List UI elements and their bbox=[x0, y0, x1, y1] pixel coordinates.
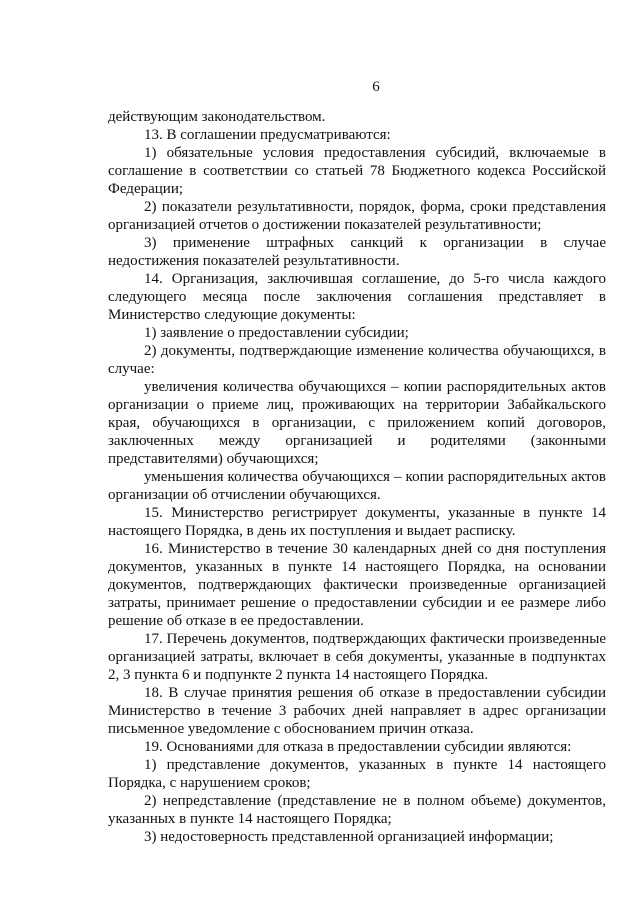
paragraph-item-19-1: 1) представление документов, указанных в пункте 14 настоящего Порядка, с нарушением сроков; bbox=[108, 757, 606, 791]
paragraph-item-19: 19. Основаниями для отказа в предоставлении субсидии являются: bbox=[144, 739, 572, 755]
page-number: 6 bbox=[372, 79, 380, 95]
paragraph-item-13-1: 1) обязательные условия предоставления субсидий, включаемые в соглашение в соответствии со статьей 78 Бюджетного кодекса Российской Федерации; bbox=[108, 145, 606, 197]
paragraph-item-14-1: 1) заявление о предоставлении субсидии; bbox=[144, 325, 409, 341]
paragraph-item-19-3: 3) недостоверность представленной организацией информации; bbox=[144, 829, 554, 845]
paragraph-item-14-2: 2) документы, подтверждающие изменение количества обучающихся, в случае: bbox=[108, 343, 606, 377]
paragraph-item-13-2: 2) показатели результативности, порядок, форма, сроки представления организацией отчетов о достижении показателей результативности; bbox=[108, 199, 606, 233]
paragraph-item-18: 18. В случае принятия решения об отказе в предоставлении субсидии Министерство в течение 3 рабочих дней направляет в адрес организации письменное уведомление с обоснованием причин отказа. bbox=[108, 685, 606, 737]
paragraph-increase: увеличения количества обучающихся – копии распорядительных актов организации о приеме лиц, проживающих на территории Забайкальского края, обучающихся в организации, с приложением копий договоров, заключенных между организацией и родителями (законными представителями) обучающихся; bbox=[108, 379, 606, 467]
paragraph-item-13: 13. В соглашении предусматриваются: bbox=[144, 127, 391, 143]
document-body bbox=[108, 108, 606, 846]
paragraph-item-13-3: 3) применение штрафных санкций к организации в случае недостижения показателей результативности. bbox=[108, 235, 606, 269]
paragraph-decrease: уменьшения количества обучающихся – копии распорядительных актов организации об отчислении обучающихся. bbox=[108, 469, 606, 503]
paragraph-item-14: 14. Организация, заключившая соглашение, до 5-го числа каждого следующего месяца после заключения соглашения представляет в Министерство следующие документы: bbox=[108, 271, 606, 323]
paragraph-item-17: 17. Перечень документов, подтверждающих фактически произведенные организацией затраты, включает в себя документы, указанные в подпунктах 2, 3 пункта 6 и подпункте 2 пункта 14 настоящего Порядка. bbox=[108, 631, 606, 683]
paragraph-item-16: 16. Министерство в течение 30 календарных дней со дня поступления документов, указанных в пункте 14 настоящего Порядка, на основании документов, подтверждающих фактически произведенные организацией затраты, принимает решение о предоставлении субсидии и ее размере либо решение об отказе в ее предоставлении. bbox=[108, 541, 606, 629]
paragraph-item-15: 15. Министерство регистрирует документы, указанные в пункте 14 настоящего Порядка, в день их поступления и выдает расписку. bbox=[108, 505, 606, 539]
paragraph-item-19-2: 2) непредставление (представление не в полном объеме) документов, указанных в пункте 14 настоящего Порядка; bbox=[108, 793, 606, 827]
paragraph-continuation: действующим законодательством. bbox=[108, 109, 326, 125]
